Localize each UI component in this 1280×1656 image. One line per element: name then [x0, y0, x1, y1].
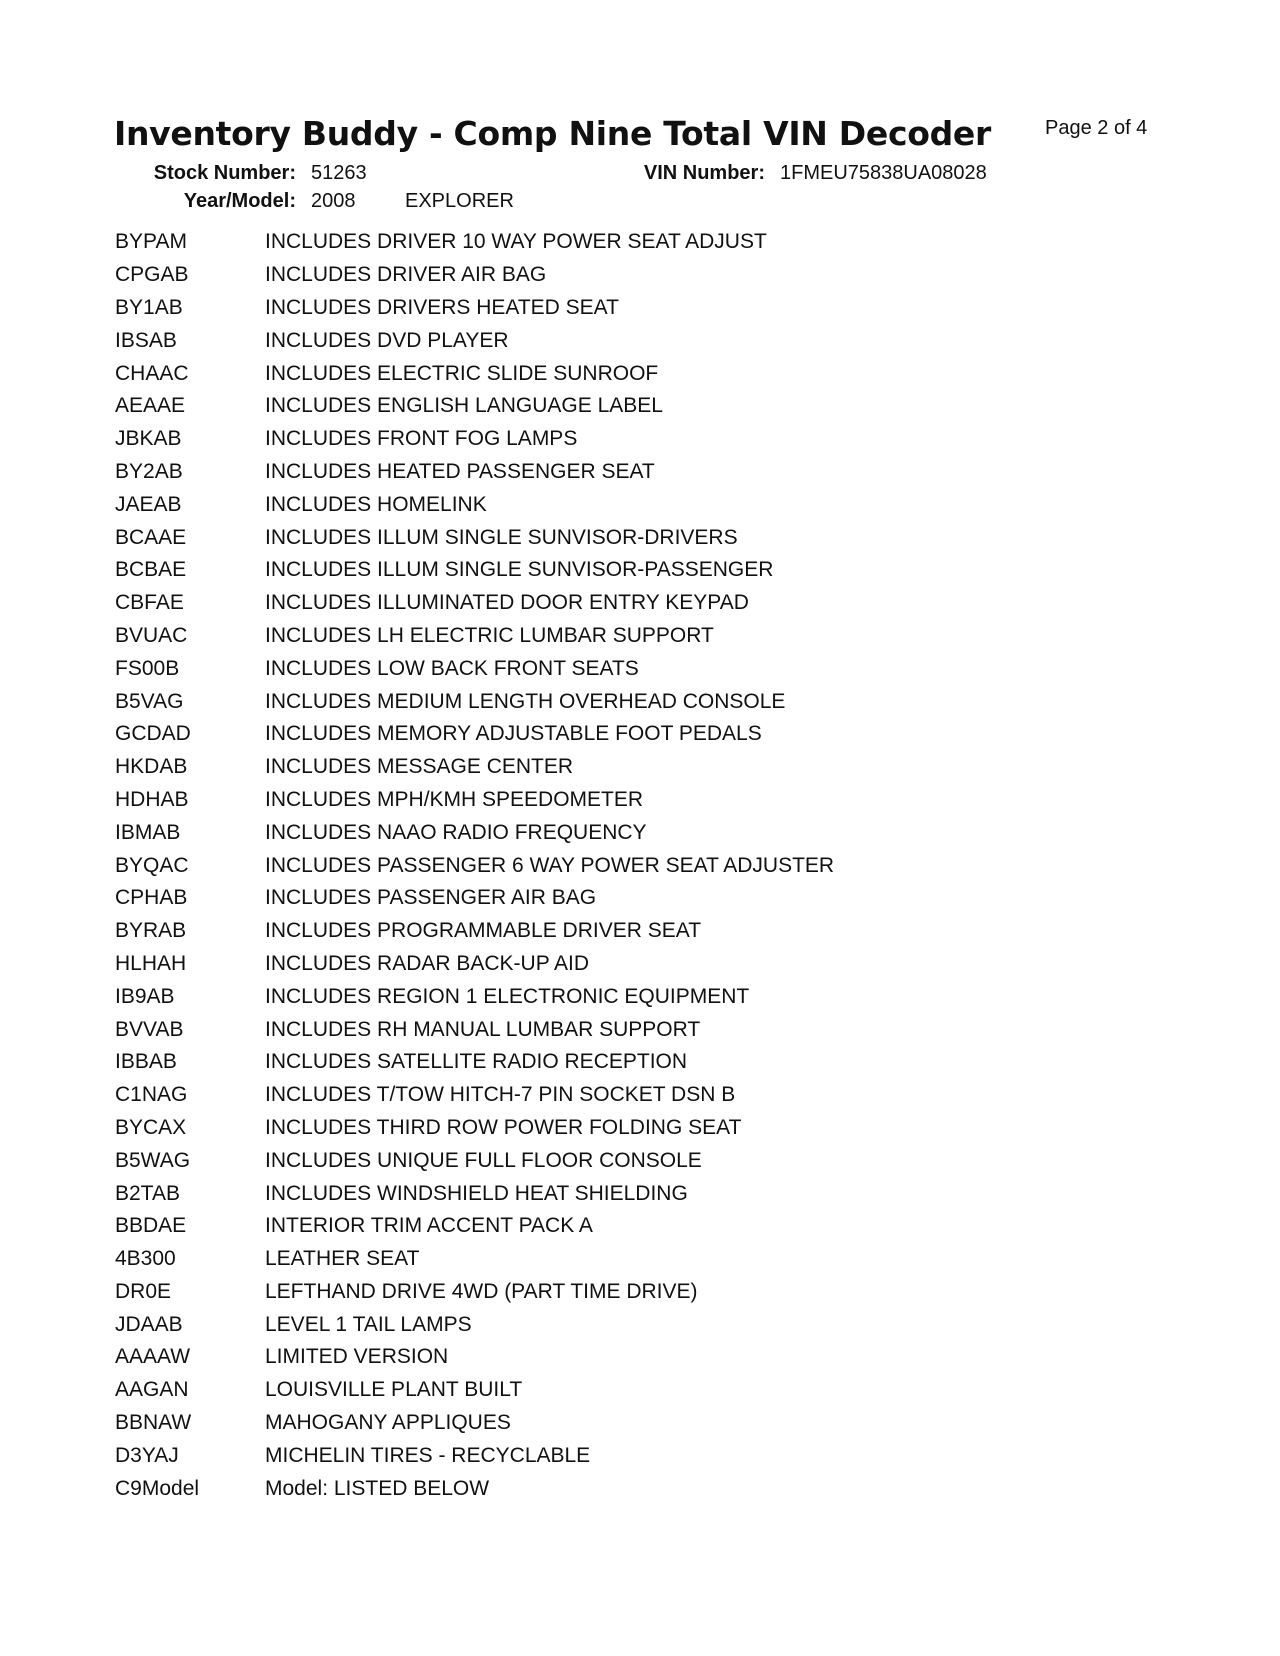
list-item: [115, 423, 834, 456]
list-item: [115, 456, 834, 489]
option-description: INCLUDES REGION 1 ELECTRONIC EQUIPMENT: [265, 984, 750, 1008]
option-description: INCLUDES LH ELECTRIC LUMBAR SUPPORT: [265, 623, 714, 647]
list-item: [115, 620, 834, 653]
option-description: INCLUDES NAAO RADIO FREQUENCY: [265, 820, 647, 844]
option-code: BVVAB: [115, 1017, 184, 1041]
option-code: IBMAB: [115, 820, 181, 844]
option-code: AAAAW: [115, 1345, 191, 1369]
option-description: LOUISVILLE PLANT BUILT: [265, 1378, 523, 1402]
list-item: [115, 1177, 834, 1210]
option-code: BYPAM: [115, 230, 187, 254]
option-code: HKDAB: [115, 755, 188, 779]
option-code: IBSAB: [115, 328, 177, 352]
list-item: [115, 390, 834, 423]
list-item: [115, 685, 834, 718]
list-item: [115, 488, 834, 521]
option-code: D3YAJ: [115, 1443, 179, 1467]
option-code: HLHAH: [115, 951, 187, 975]
option-code-list: [115, 226, 834, 1505]
option-code: BYCAX: [115, 1115, 187, 1139]
list-item: [115, 718, 834, 751]
option-code: B5VAG: [115, 689, 184, 713]
list-item: [115, 1243, 834, 1276]
option-code: BY1AB: [115, 295, 183, 319]
list-item: [115, 587, 834, 620]
document-title: Inventory Buddy - Comp Nine Total VIN Decoder: [114, 114, 991, 153]
list-item: [115, 1013, 834, 1046]
option-description: INCLUDES MESSAGE CENTER: [265, 755, 574, 779]
model-value: EXPLORER: [405, 190, 514, 212]
stock-number-label: Stock Number:: [153, 162, 296, 184]
list-item: [115, 521, 834, 554]
option-description: INCLUDES ILLUMINATED DOOR ENTRY KEYPAD: [265, 591, 749, 615]
option-code: B5WAG: [115, 1148, 191, 1172]
option-description: INCLUDES UNIQUE FULL FLOOR CONSOLE: [265, 1148, 702, 1172]
list-item: [115, 259, 834, 292]
list-item: [115, 1439, 834, 1472]
option-description: INCLUDES SATELLITE RADIO RECEPTION: [265, 1050, 688, 1074]
page-number: Page 2 of 4: [1045, 117, 1148, 139]
option-code: BY2AB: [115, 459, 183, 483]
list-item: [115, 1472, 834, 1505]
option-code: BVUAC: [115, 623, 188, 647]
stock-number-value: 51263: [311, 162, 367, 184]
list-item: [115, 1308, 834, 1341]
list-item: [115, 324, 834, 357]
option-description: INTERIOR TRIM ACCENT PACK A: [265, 1214, 593, 1238]
list-item: [115, 1079, 834, 1112]
list-item: [115, 357, 834, 390]
option-description: INCLUDES ILLUM SINGLE SUNVISOR-DRIVERS: [265, 525, 738, 549]
list-item: [115, 1374, 834, 1407]
option-description: LEVEL 1 TAIL LAMPS: [265, 1312, 472, 1336]
option-code: CBFAE: [115, 591, 184, 615]
option-code: 4B300: [115, 1247, 176, 1271]
option-code: JAEAB: [115, 492, 182, 516]
option-code: B2TAB: [115, 1181, 180, 1205]
option-code: DR0E: [115, 1279, 172, 1303]
option-code: BCAAE: [115, 525, 187, 549]
option-code: AAGAN: [115, 1378, 189, 1402]
list-item: [115, 849, 834, 882]
option-code: C9Model: [115, 1476, 200, 1500]
option-description: INCLUDES PASSENGER 6 WAY POWER SEAT ADJUSTER: [265, 853, 835, 877]
option-code: BCBAE: [115, 558, 187, 582]
list-item: [115, 1046, 834, 1079]
list-item: [115, 1112, 834, 1145]
option-description: INCLUDES DVD PLAYER: [265, 328, 509, 352]
list-item: [115, 816, 834, 849]
option-code: CPGAB: [115, 263, 189, 287]
list-item: [115, 1276, 834, 1309]
option-description: LEFTHAND DRIVE 4WD (PART TIME DRIVE): [265, 1279, 698, 1303]
option-code: HDHAB: [115, 787, 189, 811]
list-item: [115, 948, 834, 981]
option-description: INCLUDES LOW BACK FRONT SEATS: [265, 656, 639, 680]
list-item: [115, 554, 834, 587]
option-code: IBBAB: [115, 1050, 177, 1074]
option-description: INCLUDES RADAR BACK-UP AID: [265, 951, 590, 975]
option-description: LEATHER SEAT: [265, 1247, 420, 1271]
option-code: GCDAD: [115, 722, 191, 746]
list-item: [115, 292, 834, 325]
option-description: INCLUDES DRIVERS HEATED SEAT: [265, 295, 619, 319]
option-description: INCLUDES HEATED PASSENGER SEAT: [265, 459, 655, 483]
option-code: BBDAE: [115, 1214, 187, 1238]
option-description: Model: LISTED BELOW: [265, 1476, 490, 1500]
option-description: INCLUDES DRIVER AIR BAG: [265, 263, 547, 287]
option-description: INCLUDES RH MANUAL LUMBAR SUPPORT: [265, 1017, 701, 1041]
option-description: INCLUDES WINDSHIELD HEAT SHIELDING: [265, 1181, 688, 1205]
option-description: INCLUDES PASSENGER AIR BAG: [265, 886, 597, 910]
option-description: INCLUDES MEDIUM LENGTH OVERHEAD CONSOLE: [265, 689, 786, 713]
option-code: JBKAB: [115, 427, 182, 451]
option-description: INCLUDES PROGRAMMABLE DRIVER SEAT: [265, 919, 702, 943]
option-description: INCLUDES THIRD ROW POWER FOLDING SEAT: [265, 1115, 742, 1139]
list-item: [115, 751, 834, 784]
option-description: INCLUDES MEMORY ADJUSTABLE FOOT PEDALS: [265, 722, 762, 746]
option-description: MAHOGANY APPLIQUES: [265, 1411, 511, 1435]
list-item: [115, 915, 834, 948]
option-description: INCLUDES FRONT FOG LAMPS: [265, 427, 578, 451]
list-item: [115, 1144, 834, 1177]
year-value: 2008: [311, 190, 356, 212]
list-item: [115, 226, 834, 259]
option-code: CHAAC: [115, 361, 189, 385]
list-item: [115, 882, 834, 915]
list-item: [115, 1341, 834, 1374]
option-code: BBNAW: [115, 1411, 192, 1435]
vin-number-label: VIN Number:: [643, 162, 765, 184]
option-description: INCLUDES HOMELINK: [265, 492, 487, 516]
option-code: BYQAC: [115, 853, 189, 877]
option-description: INCLUDES DRIVER 10 WAY POWER SEAT ADJUST: [265, 230, 767, 254]
option-description: INCLUDES T/TOW HITCH-7 PIN SOCKET DSN B: [265, 1083, 736, 1107]
option-description: INCLUDES ENGLISH LANGUAGE LABEL: [265, 394, 663, 418]
year-model-label: Year/Model:: [183, 190, 296, 212]
option-description: MICHELIN TIRES - RECYCLABLE: [265, 1443, 591, 1467]
option-description: INCLUDES ILLUM SINGLE SUNVISOR-PASSENGER: [265, 558, 774, 582]
option-description: INCLUDES MPH/KMH SPEEDOMETER: [265, 787, 644, 811]
list-item: [115, 1407, 834, 1440]
vin-number-value: 1FMEU75838UA08028: [780, 162, 987, 184]
option-code: C1NAG: [115, 1083, 188, 1107]
list-item: [115, 1210, 834, 1243]
option-code: AEAAE: [115, 394, 186, 418]
option-code: BYRAB: [115, 919, 187, 943]
option-description: LIMITED VERSION: [265, 1345, 449, 1369]
list-item: [115, 980, 834, 1013]
list-item: [115, 652, 834, 685]
list-item: [115, 784, 834, 817]
option-code: CPHAB: [115, 886, 188, 910]
option-code: JDAAB: [115, 1312, 183, 1336]
option-code: FS00B: [115, 656, 180, 680]
option-description: INCLUDES ELECTRIC SLIDE SUNROOF: [265, 361, 659, 385]
option-code: IB9AB: [115, 984, 175, 1008]
